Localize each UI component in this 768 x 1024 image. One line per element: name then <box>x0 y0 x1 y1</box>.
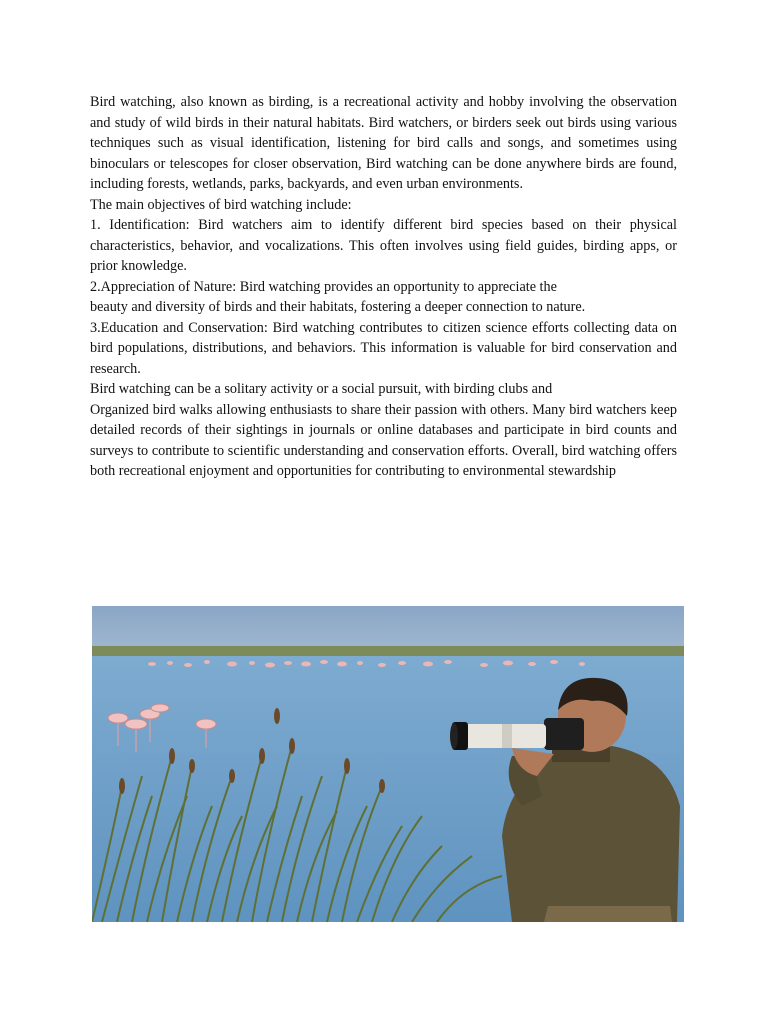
social-paragraph: Organized bird walks allowing enthusiasts to share their passion with others. Many bird watchers keep detailed records of their sightings in journals or online databases and participate in bird counts and surveys to contribute to scientific understanding and conservation efforts. Overall, bird watching offers both recreational enjoyment and opportunities for contributing to environmental stewardship <box>90 401 677 479</box>
objective-appreciation-line1: 2.Appreciation of Nature: Bird watching provides an opportunity to appreciate the <box>90 278 557 295</box>
birdwatcher-photo <box>92 606 684 922</box>
objectives-heading: The main objectives of bird watching include: <box>90 196 352 213</box>
sky <box>92 606 684 650</box>
objective-identification: 1. Identification: Bird watchers aim to identify different bird species based on their physical characteristics, behavior, and vocalizations. This often involves using field guides, birding apps, or prior knowledge. <box>90 217 677 274</box>
social-paragraph-line1: Bird watching can be a solitary activity or a social pursuit, with birding clubs and <box>90 381 553 397</box>
photo-illustration <box>92 606 684 922</box>
objective-education: 3.Education and Conservation: Bird watching contributes to citizen science efforts collecting data on bird populations, distributions, and behaviors. This information is valuable for bird conservation and research. <box>90 319 677 377</box>
document-body <box>90 92 677 482</box>
intro-paragraph: Bird watching, also known as birding, is a recreational activity and hobby involving the observation and study of wild birds in their natural habitats. Bird watchers, or birders seek out birds using various techniques such as visual identification, listening for bird calls and songs, and sometimes using binoculars or telescopes for closer observation, Bird watching can be done anywhere birds are found, including forests, wetlands, parks, backyards, and even urban environments. <box>90 94 677 192</box>
objective-appreciation-line2: beauty and diversity of birds and their habitats, fostering a deeper connection to nature. <box>90 299 586 315</box>
